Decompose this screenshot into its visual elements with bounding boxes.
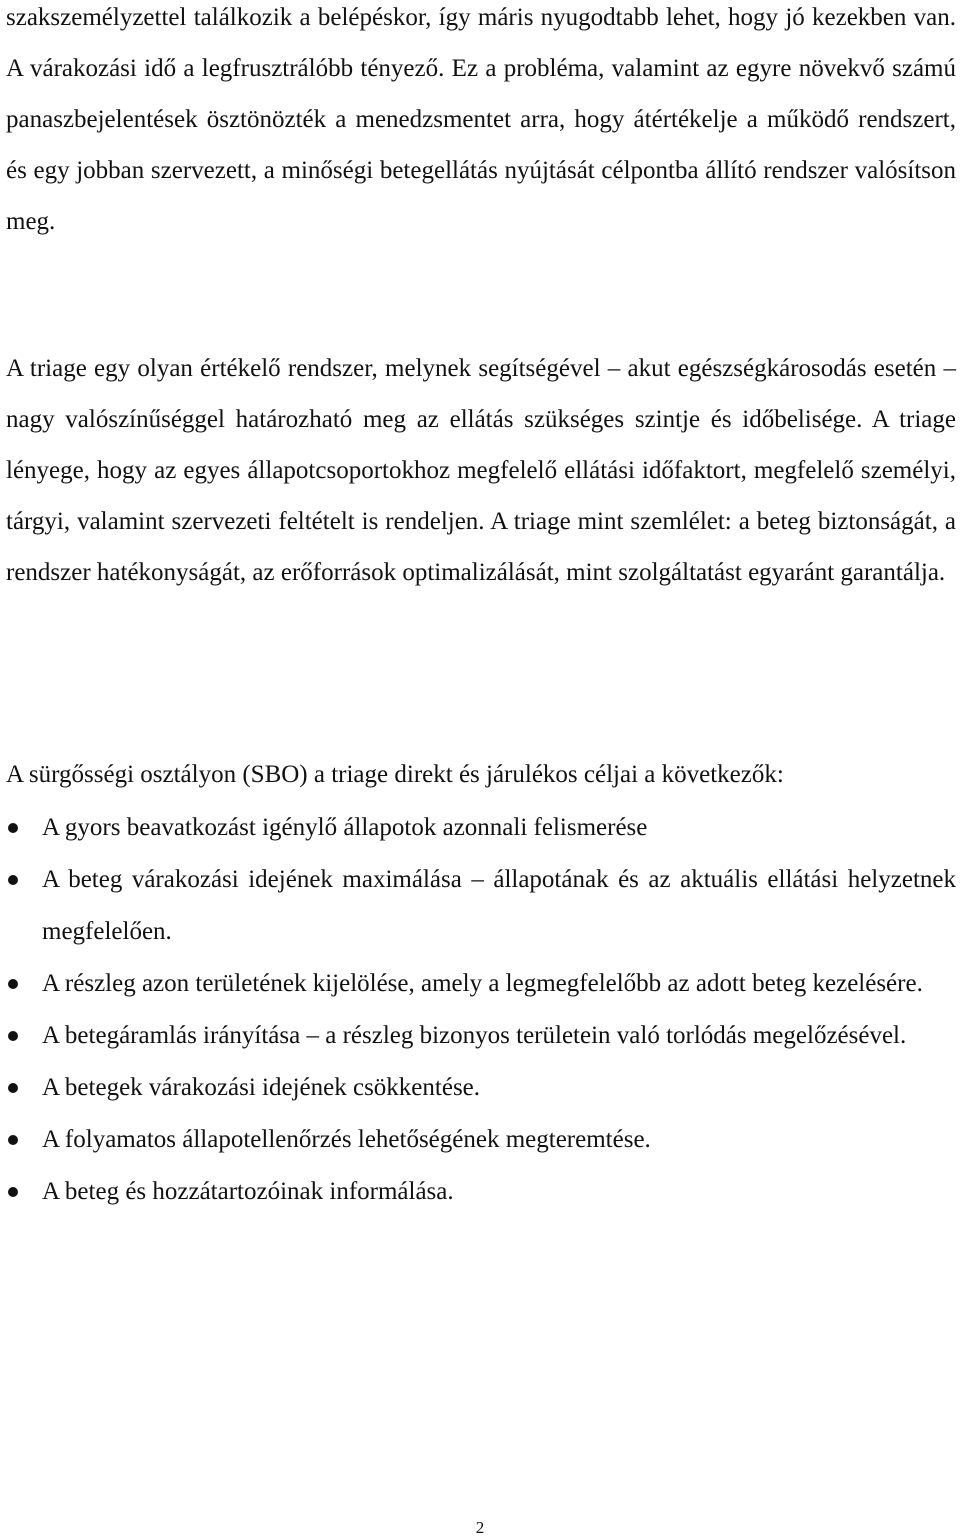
list-item — [6, 1010, 956, 1062]
list-item-text: A betegek várakozási idejének csökkentése. — [42, 1074, 481, 1101]
list-item — [6, 1114, 956, 1166]
list-item — [6, 854, 956, 958]
bullet-icon — [8, 979, 18, 989]
list-item-text: A folyamatos állapotellenőrzés lehetőségének megteremtése. — [42, 1126, 651, 1153]
page-number: 2 — [475, 1518, 485, 1537]
bullet-icon — [8, 823, 18, 833]
paragraph-intro: szakszemélyzettel találkozik a belépéskor, így máris nyugodtabb lehet, hogy jó kezekben van. A várakozási idő a legfrusztrálóbb tényező. Ez a probléma, valamint az egyre növekvő számú panaszbejelentések ösztönözték a menedzsmentet arra, hogy átértékelje a működő rendszert, és egy jobban szervezett, a minőségi betegellátás nyújtását célpontba állító rendszer valósítson meg. — [6, 4, 956, 235]
list-item-text: A részleg azon területének kijelölése, amely a legmegfelelőbb az adott beteg kezelésére. — [42, 970, 923, 997]
bullet-icon — [8, 1135, 18, 1145]
bullet-icon — [8, 1187, 18, 1197]
list-item — [6, 1166, 956, 1218]
list-item — [6, 802, 956, 854]
goals-bullet-list — [6, 802, 956, 1218]
bullet-icon — [8, 875, 18, 885]
list-item — [6, 1062, 956, 1114]
paragraph-goals-heading: A sürgősségi osztályon (SBO) a triage direkt és járulékos céljai a következők: — [6, 761, 784, 788]
list-item-text: A betegáramlás irányítása – a részleg bizonyos területein való torlódás megelőzésével. — [42, 1022, 907, 1049]
list-item-text: A gyors beavatkozást igénylő állapotok azonnali felismerése — [42, 814, 648, 841]
list-item-text: A beteg és hozzátartozóinak informálása. — [42, 1178, 454, 1205]
bullet-icon — [8, 1083, 18, 1093]
document-page — [6, 0, 956, 1537]
list-item-text: A beteg várakozási idejének maximálása – állapotának és az aktuális ellátási helyzetnek megfelelően. — [42, 866, 956, 945]
paragraph-triage-definition: A triage egy olyan értékelő rendszer, melynek segítségével – akut egészségkárosodás esetén – nagy valószínűséggel határozható meg az ellátás szükséges szintje és időbelisége. A triage lényege, hogy az egyes állapotcsoportokhoz megfelelő ellátási időfaktort, megfelelő személyi, tárgyi, valamint szervezeti feltételt is rendeljen. A triage mint szemlélet: a beteg biztonságát, a rendszer hatékonyságát, az erőforrások optimalizálását, mint szolgáltatást egyaránt garantálja. — [6, 355, 956, 586]
bullet-icon — [8, 1031, 18, 1041]
list-item — [6, 958, 956, 1010]
